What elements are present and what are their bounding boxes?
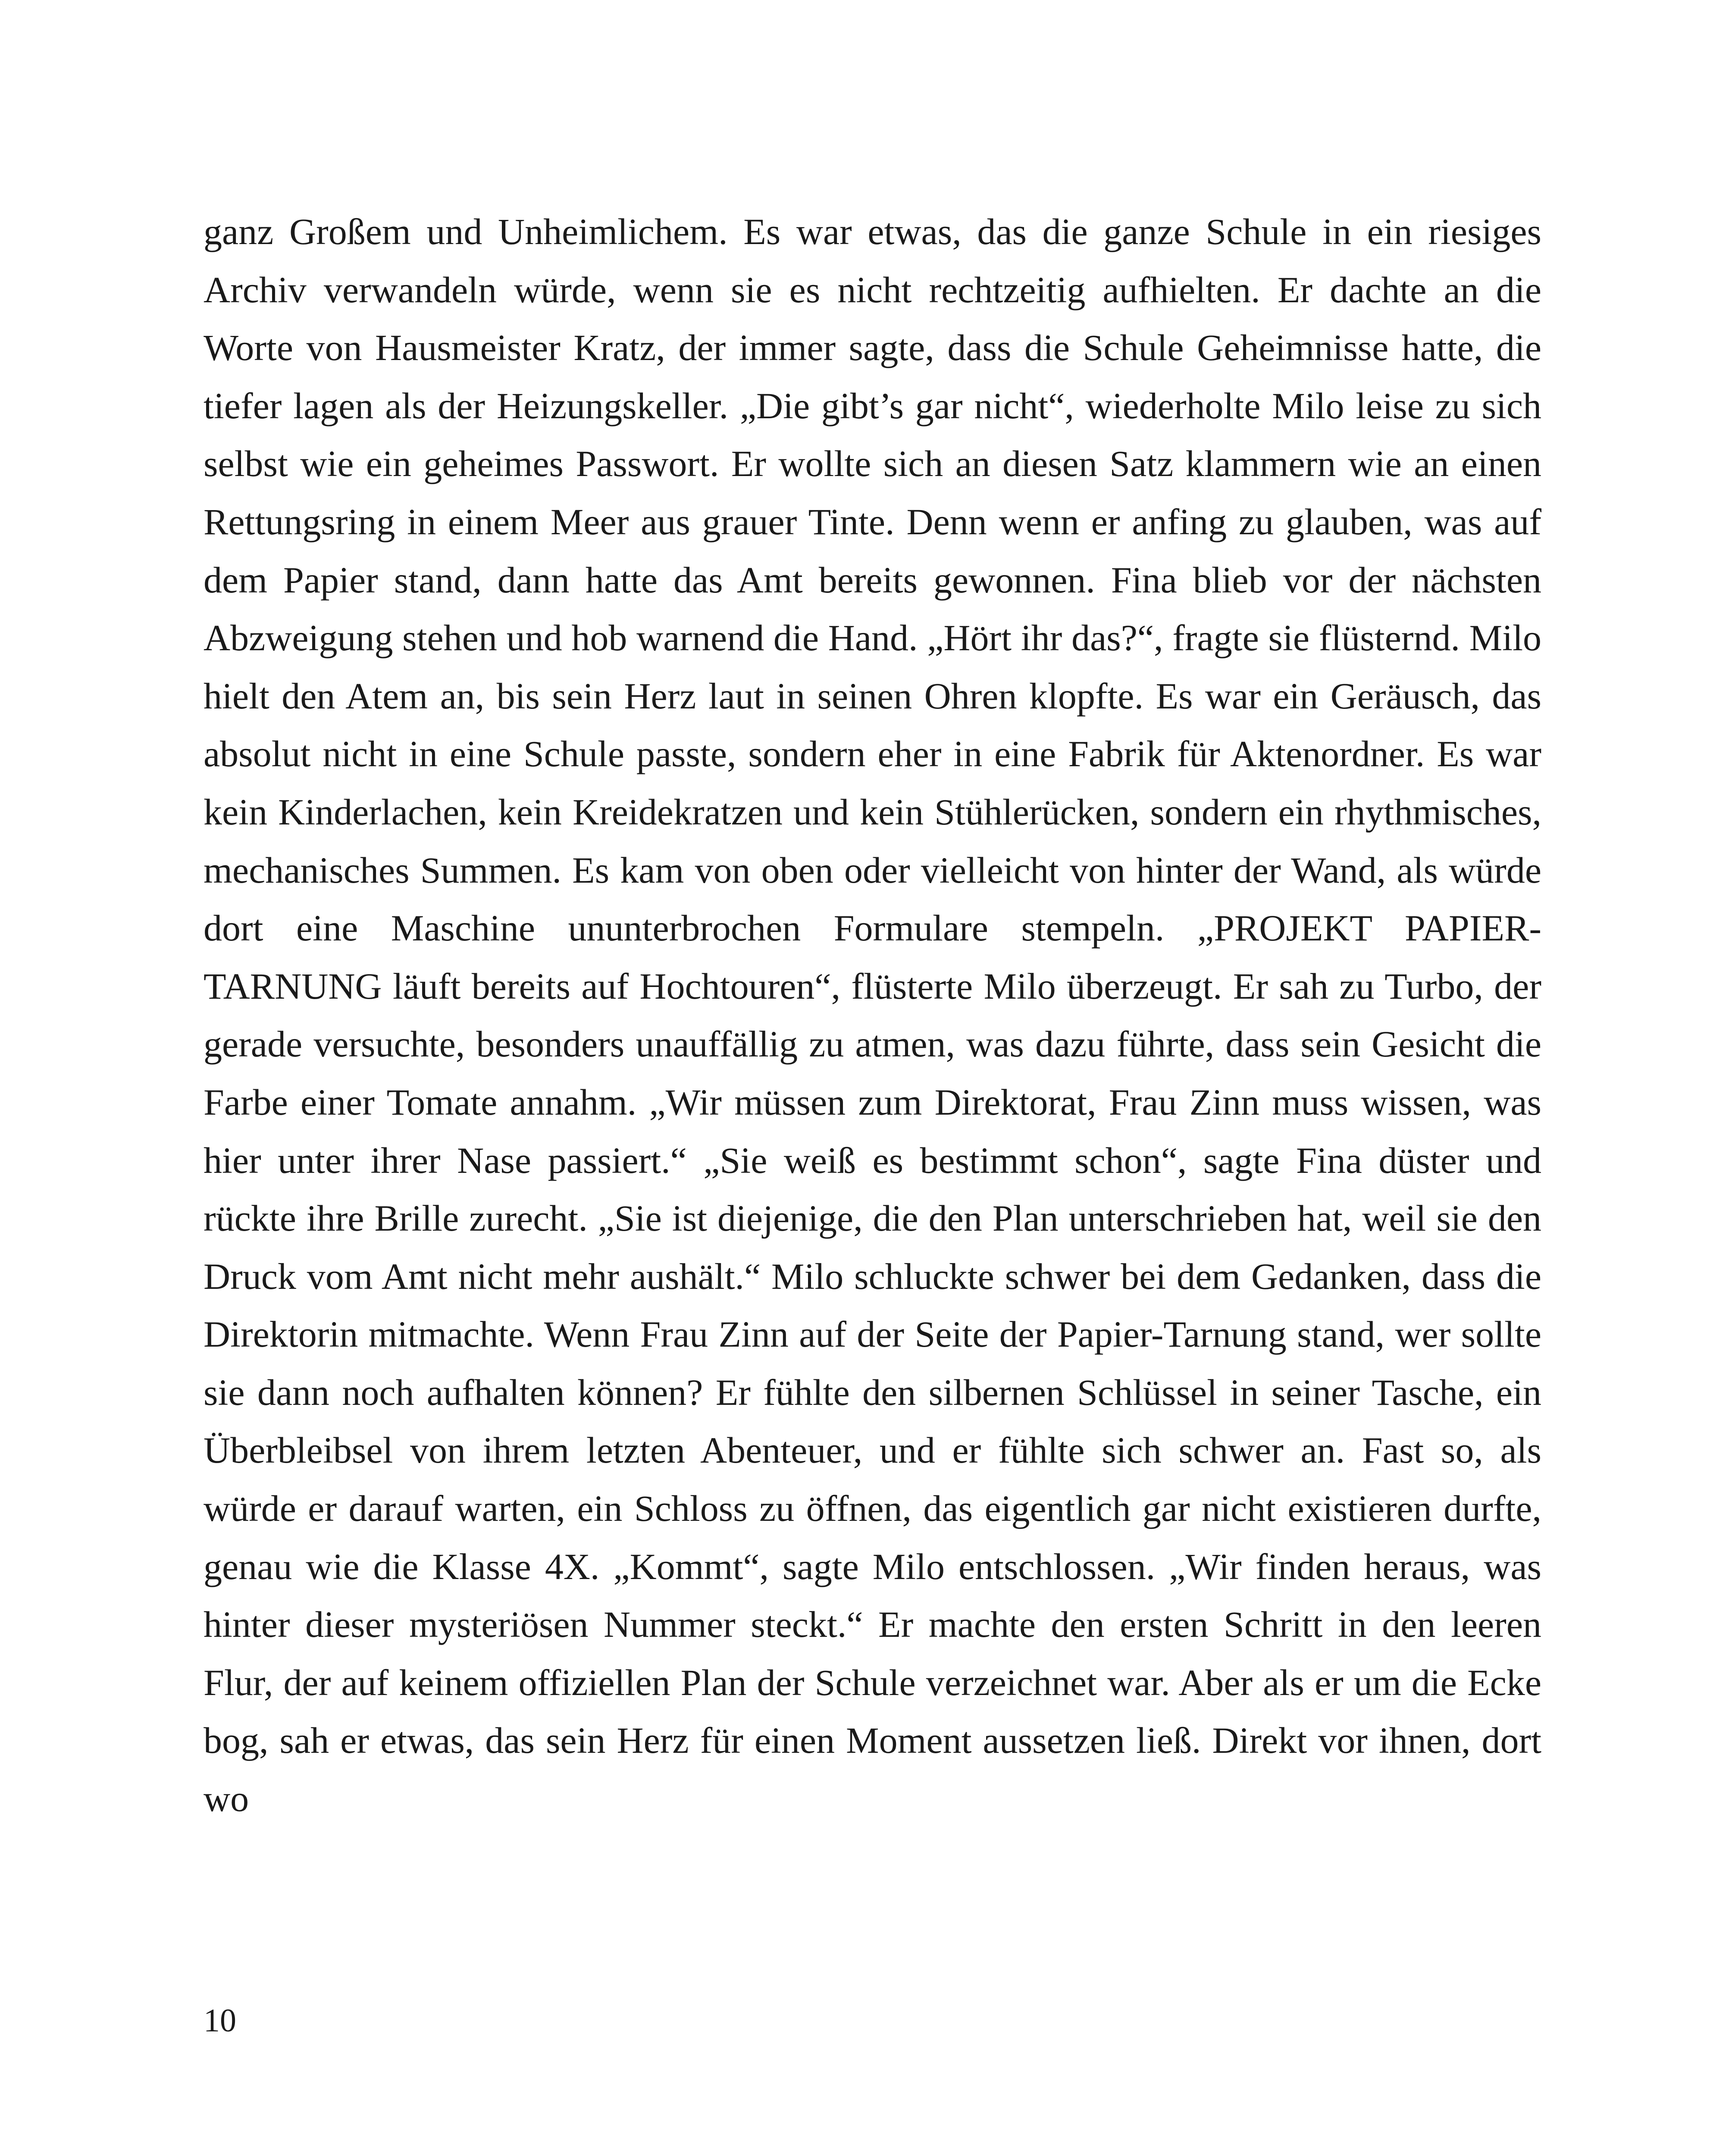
body-paragraph: ganz Großem und Unheimlichem. Es war etwas, das die ganze Schule in ein riesiges Archiv verwandeln würde, wenn sie es nicht rechtzeitig aufhielten. Er dachte an die Worte von Hausmeister Kratz, der immer sagte, dass die Schule Geheimnisse hatte, die tiefer lagen als der Heizungskeller. „Die gibt’s gar nicht“, wiederholte Milo leise zu sich selbst wie ein geheimes Passwort. Er wollte sich an diesen Satz klammern wie an einen Rettungsring in einem Meer aus grauer Tinte. Denn wenn er anfing zu glauben, was auf dem Papier stand, dann hatte das Amt bereits gewonnen. Fina blieb vor der nächsten Abzweigung stehen und hob warnend die Hand. „Hört ihr das?“, fragte sie flüsternd. Milo hielt den Atem an, bis sein Herz laut in seinen Ohren klopfte. Es war ein Geräusch, das absolut nicht in eine Schule passte, sondern eher in eine Fabrik für Aktenordner. Es war kein Kinderlachen, kein Kreidekratzen und kein Stühlerücken, sondern ein rhythmisches, mechanisches Summen. Es kam von oben oder vielleicht von hinter der Wand, als würde dort eine Maschine ununterbrochen Formulare stempeln. „PROJEKT PAPIER-TARNUNG läuft bereits auf Hochtouren“, flüsterte Milo überzeugt. Er sah zu Turbo, der gerade versuchte, besonders unauffällig zu atmen, was dazu führte, dass sein Gesicht die Farbe einer Tomate annahm. „Wir müssen zum Direktorat, Frau Zinn muss wissen, was hier unter ihrer Nase passiert.“ „Sie weiß es bestimmt schon“, sagte Fina düster und rückte ihre Brille zurecht. „Sie ist diejenige, die den Plan unterschrieben hat, weil sie den Druck vom Amt nicht mehr aushält.“ Milo schluckte schwer bei dem Gedanken, dass die Direktorin mitmachte. Wenn Frau Zinn auf der Seite der Papier-Tarnung stand, wer sollte sie dann noch aufhalten können? Er fühlte den silbernen Schlüssel in seiner Tasche, ein Überbleibsel von ihrem letzten Abenteuer, und er fühlte sich schwer an. Fast so, als würde er darauf warten, ein Schloss zu öffnen, das eigentlich gar nicht existieren durfte, genau wie die Klasse 4X. „Kommt“, sagte Milo entschlossen. „Wir finden heraus, was hinter dieser mysteriösen Nummer steckt.“ Er machte den ersten Schritt in den leeren Flur, der auf keinem offiziellen Plan der Schule verzeichnet war. Aber als er um die Ecke bog, sah er etwas, das sein Herz für einen Moment aussetzen ließ. Direkt vor ihnen, dort wo bbox=[204, 211, 1541, 1820]
page-number: 10 bbox=[204, 2002, 236, 2039]
